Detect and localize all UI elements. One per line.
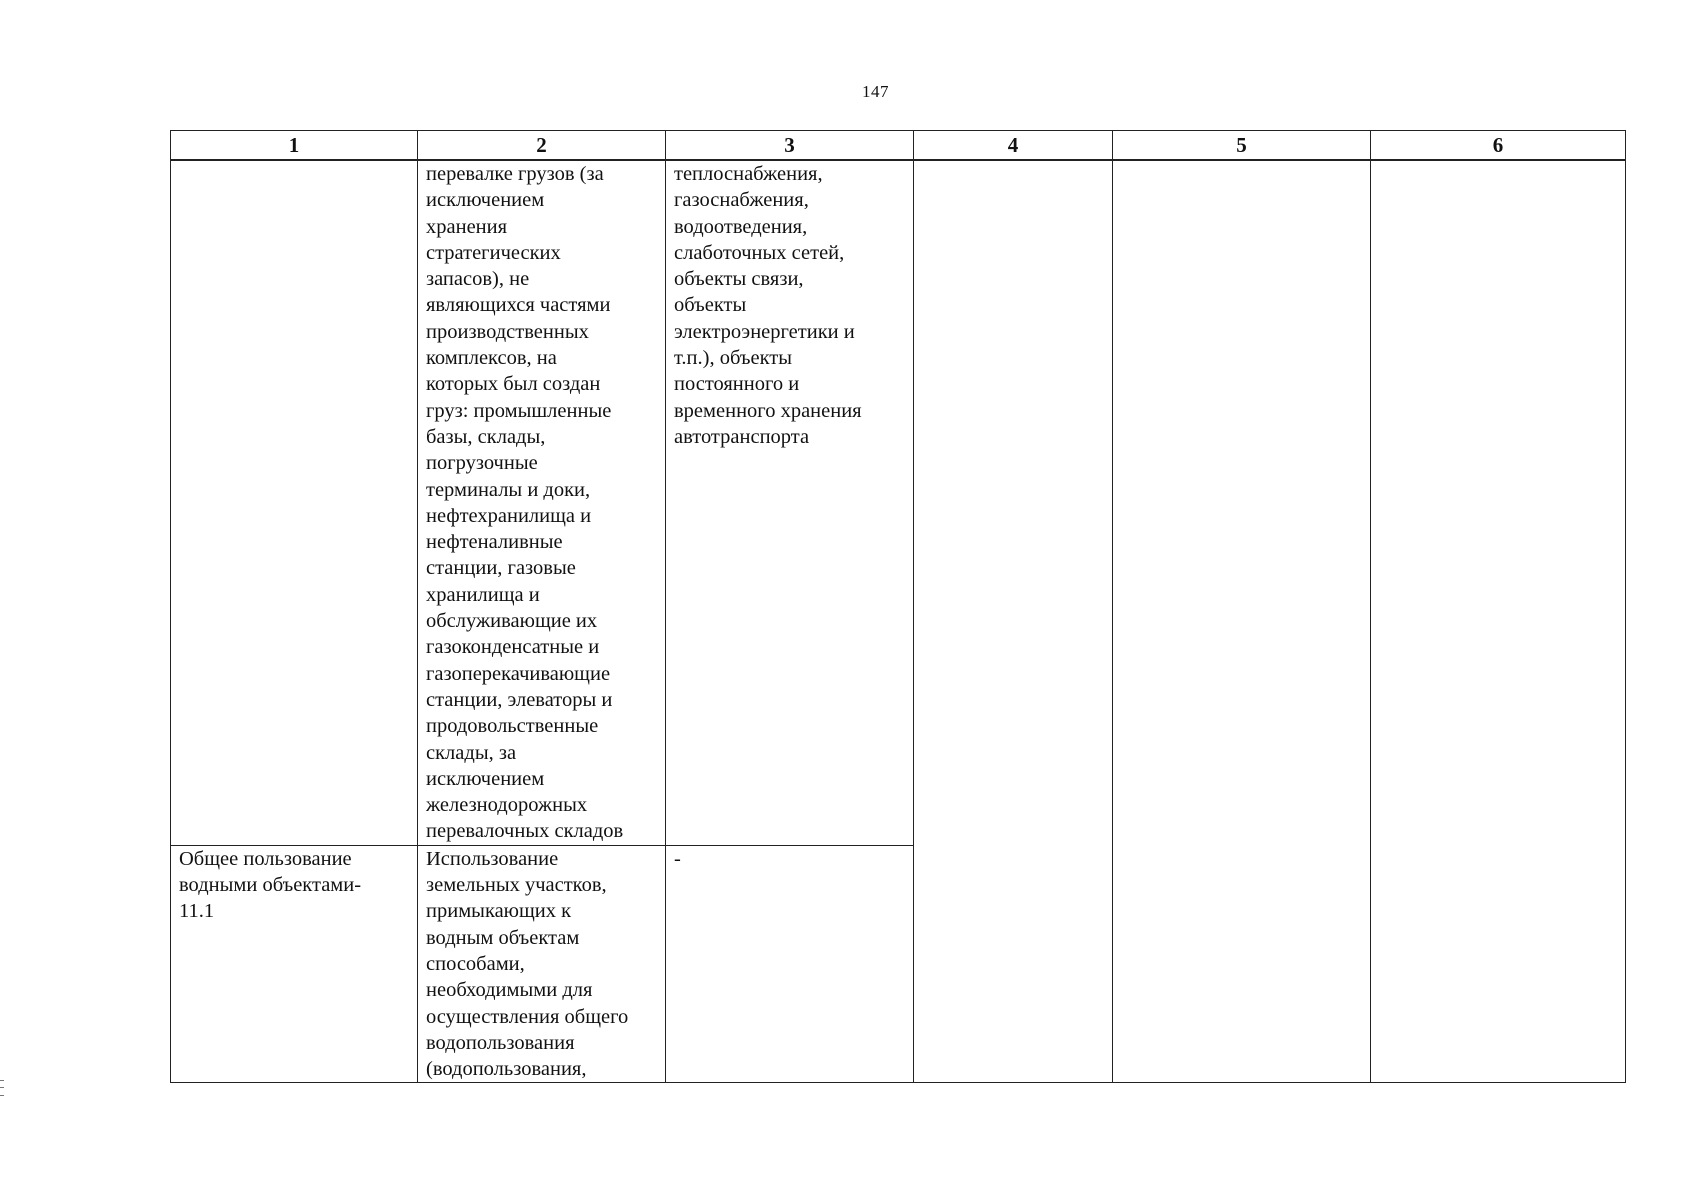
cell-text-line: Общее пользование (179, 847, 352, 870)
col6-cell (1371, 160, 1626, 1083)
cell-text-line: хранилища и (426, 583, 540, 606)
cell-text-line: постоянного и (674, 373, 800, 396)
row2-col3-cell (666, 845, 914, 1083)
cell-text-line: газоконденсатные и (426, 636, 600, 659)
cell-text-line: способами, (426, 952, 525, 975)
cell-text-line: земельных участков, (426, 874, 607, 897)
cell-text-line: обслуживающие их (426, 610, 598, 633)
cell-text-line: нефтехранилища и (426, 504, 592, 527)
cell-text-line: станции, элеваторы и (426, 688, 613, 711)
cell-text-line: перевалочных складов (426, 820, 624, 843)
cell-text-line: примыкающих к (426, 900, 572, 923)
cell-text-line: терминалы и доки, (426, 478, 591, 501)
margin-mark (0, 1080, 4, 1096)
cell-text-line: станции, газовые (426, 557, 576, 580)
cell-text-line: являющихся частями (426, 294, 611, 317)
cell-text-line: т.п.), объекты (674, 347, 793, 370)
cell-text-line: водными объектами- (179, 874, 362, 897)
cell-text-line: объекты (674, 294, 747, 317)
cell-text-line: продовольственные (426, 715, 599, 738)
cell-text-line: нефтеналивные (426, 531, 563, 554)
cell-text-line: исключением (426, 189, 545, 212)
row1-col1-cell (171, 160, 418, 845)
cell-text-line: груз: промышленные (426, 399, 612, 422)
column-header-4: 4 (914, 131, 1113, 161)
cell-text-line: исключением (426, 767, 545, 790)
cell-text-line: слаботочных сетей, (674, 241, 845, 264)
cell-text-line: объекты связи, (674, 268, 804, 291)
cell-text-line: газоснабжения, (674, 189, 809, 212)
row1-col3-cell (666, 160, 914, 845)
cell-text-line: Использование (426, 847, 559, 870)
cell-text-line: комплексов, на (426, 347, 557, 370)
cell-text-line: производственных (426, 320, 589, 343)
column-header-3: 3 (666, 131, 914, 161)
row2-col1-cell (171, 845, 418, 1083)
cell-text-line: погрузочные (426, 452, 538, 475)
cell-text-line: базы, склады, (426, 425, 546, 448)
cell-text-line: хранения (426, 215, 508, 238)
cell-text-line: (водопользования, (426, 1058, 587, 1081)
cell-text-line: осуществления общего (426, 1005, 629, 1028)
cell-text-line: железнодорожных (426, 794, 588, 817)
cell-text-line: запасов), не (426, 268, 530, 291)
row2-col2-cell (418, 845, 666, 1083)
cell-text-line: электроэнергетики и (674, 320, 855, 343)
col4-cell (914, 160, 1113, 1083)
row1-col2-cell (418, 160, 666, 845)
cell-text-line: водопользования (426, 1031, 575, 1054)
column-header-2: 2 (418, 131, 666, 161)
column-header-6: 6 (1371, 131, 1626, 161)
cell-text-line: склады, за (426, 741, 517, 764)
cell-text-line: - (674, 847, 681, 870)
cell-text-line: стратегических (426, 241, 561, 264)
cell-text-line: теплоснабжения, (674, 163, 823, 185)
cell-text-line: необходимыми для (426, 979, 593, 1002)
column-header-1: 1 (171, 131, 418, 161)
page-number: 147 (862, 82, 889, 101)
cell-text-line: водоотведения, (674, 215, 808, 238)
col5-cell (1113, 160, 1371, 1083)
cell-text-line: временного хранения (674, 399, 862, 422)
cell-text-line: перевалке грузов (за (426, 163, 604, 185)
table-header-row (171, 131, 1626, 161)
cell-text-line: водным объектам (426, 926, 580, 949)
cell-text-line: автотранспорта (674, 425, 810, 448)
table-row (171, 160, 1626, 845)
cell-text-line: которых был создан (426, 373, 601, 396)
column-header-5: 5 (1113, 131, 1371, 161)
cell-text-line: 11.1 (179, 900, 215, 923)
land-use-table (170, 130, 1626, 1083)
cell-text-line: газоперекачивающие (426, 662, 611, 685)
